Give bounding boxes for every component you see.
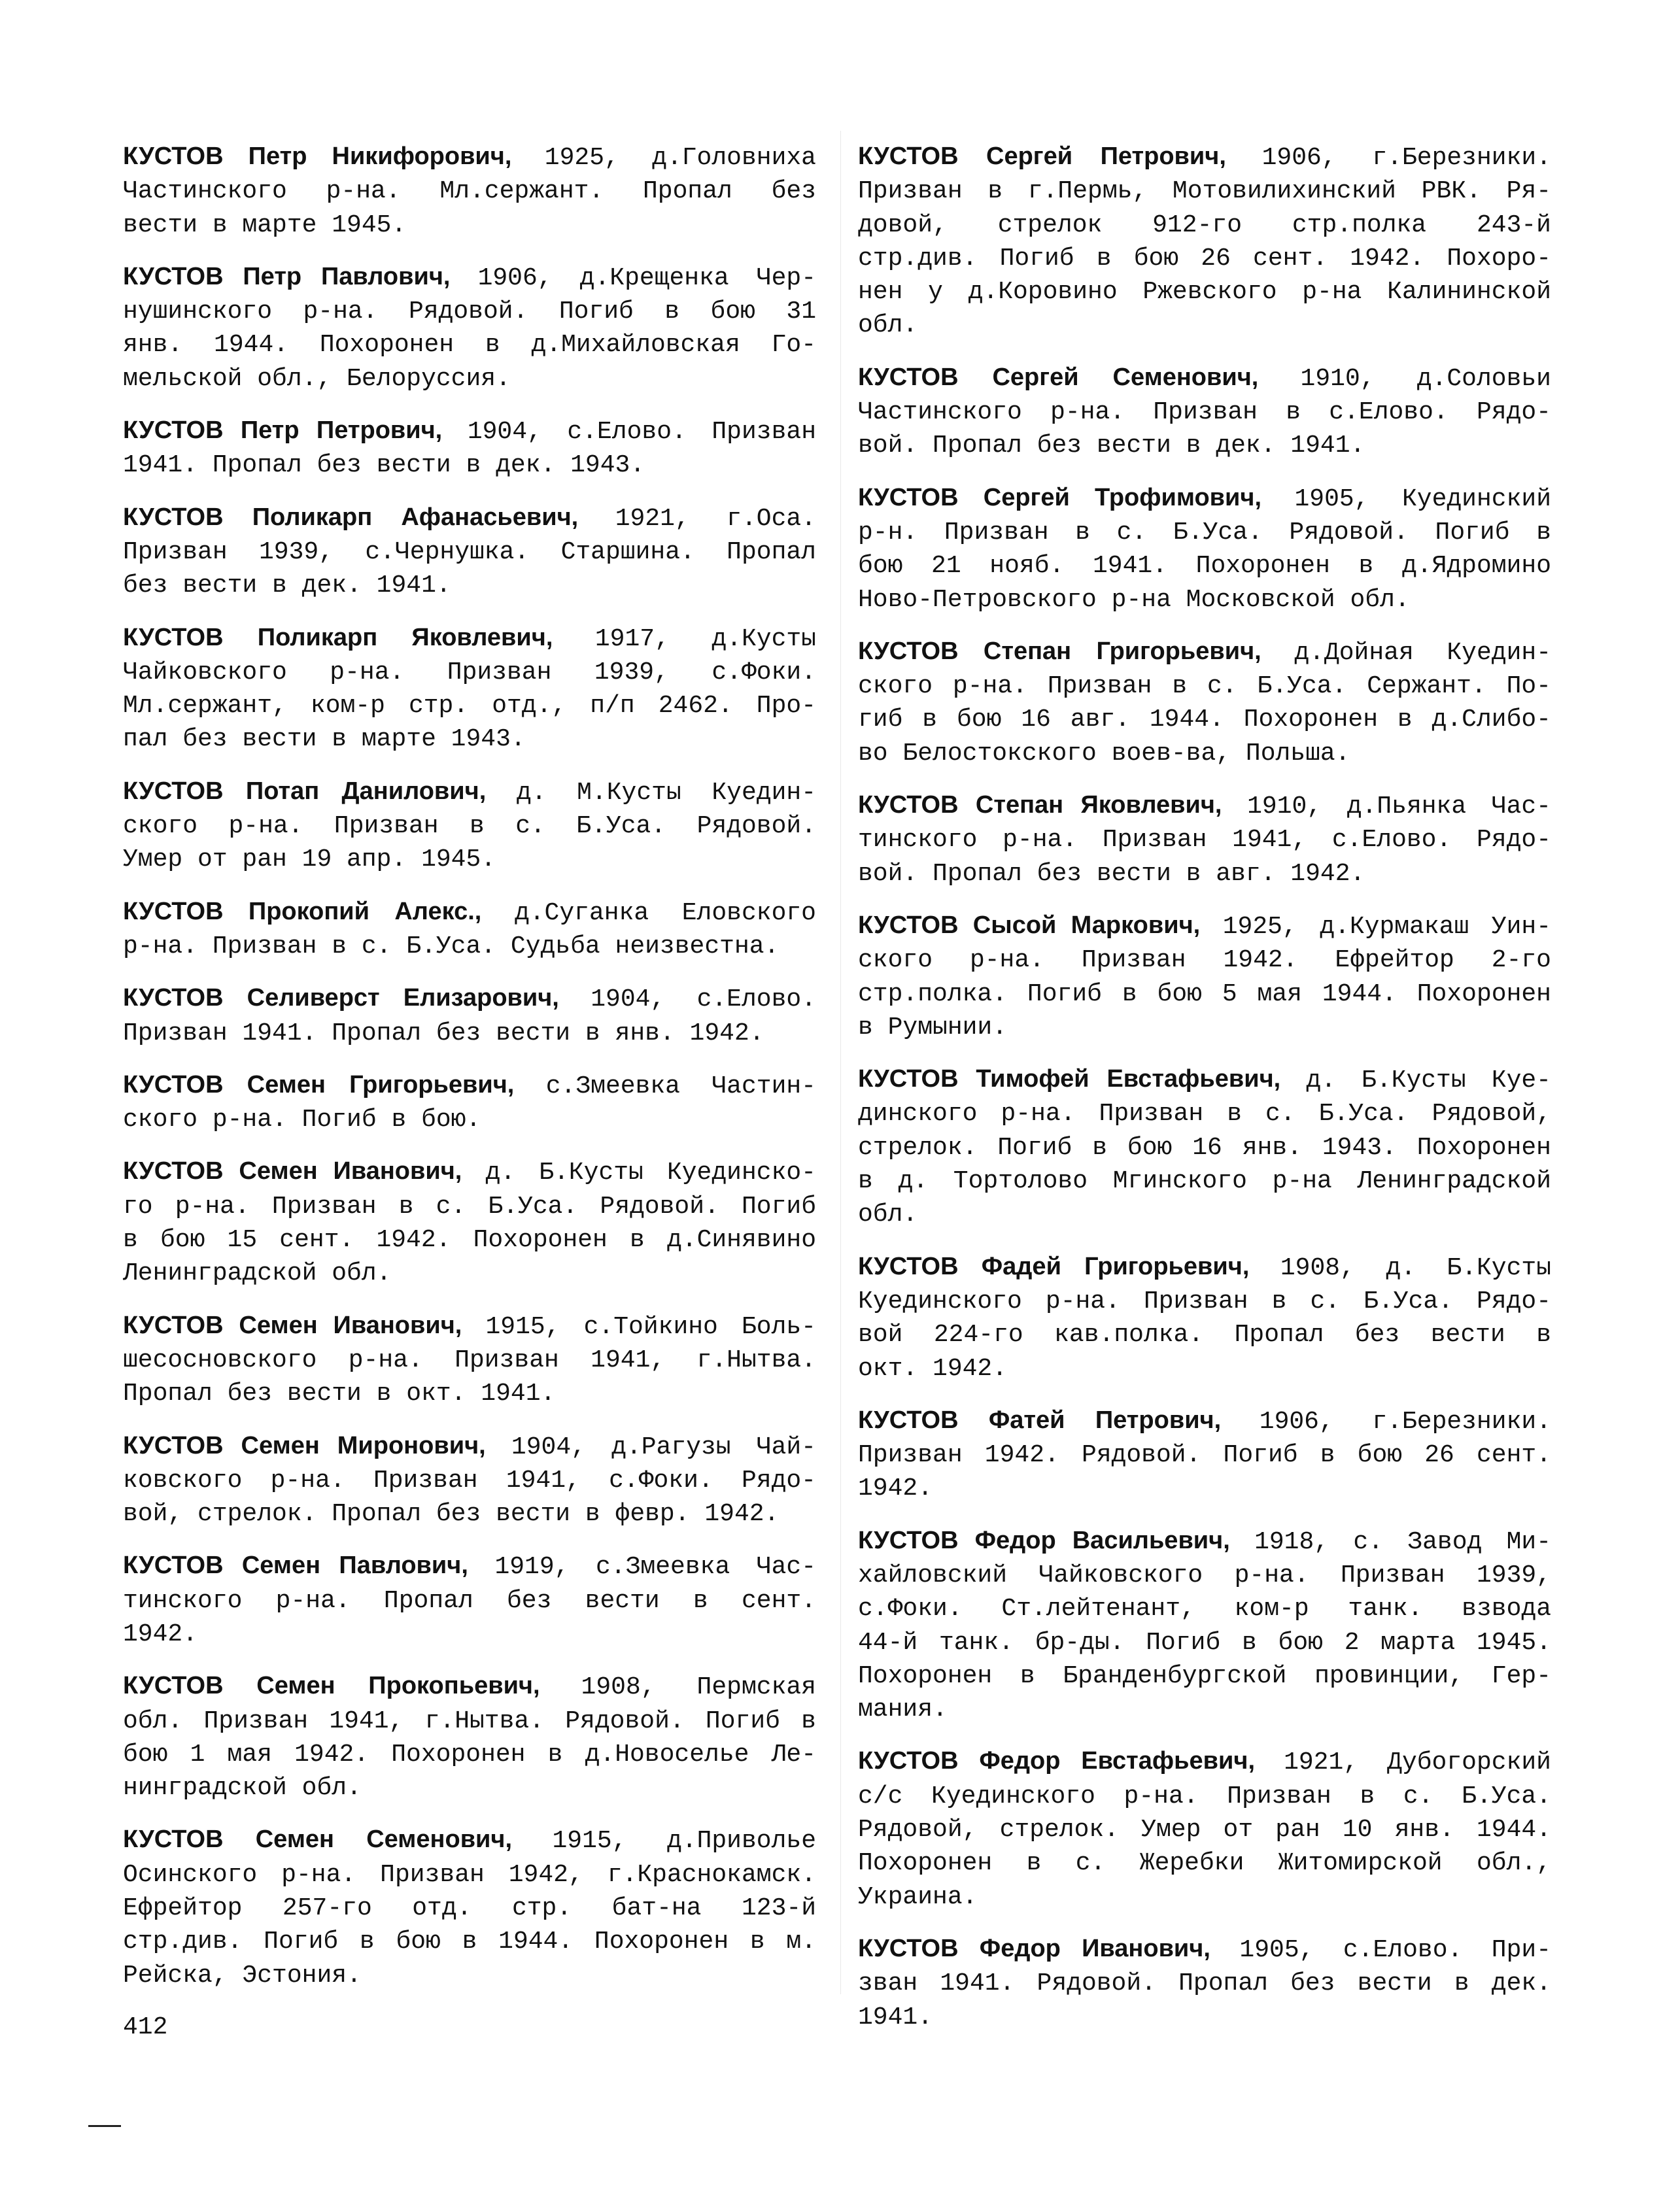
entry-line xyxy=(858,1472,1551,1505)
entry-line xyxy=(123,1705,816,1738)
entry-name: КУСТОВ Федор Иванович, xyxy=(858,1934,1210,1962)
biography-entry xyxy=(123,414,816,483)
entry-text: 1917, д.Кусты xyxy=(594,624,816,653)
entry-name: КУСТОВ Фатей Петрович, xyxy=(858,1406,1222,1434)
entry-text: пал без вести в марте 1943. xyxy=(123,725,526,754)
entry-text: го р-на. Призван в с. Б.Уса. Рядовой. Погиб xyxy=(123,1192,816,1221)
entry-name: КУСТОВ Семен Григорьевич, xyxy=(123,1070,515,1098)
entry-line xyxy=(858,1932,1551,1967)
biography-entry xyxy=(858,789,1551,891)
entry-text: 1904, д.Рагузы Чай- xyxy=(511,1433,816,1461)
entry-line xyxy=(123,1925,816,1958)
entry-text: 1918, с. Завод Ми- xyxy=(1254,1527,1551,1556)
entry-line xyxy=(123,895,816,930)
entry-name: КУСТОВ Петр Никифорович, xyxy=(123,143,512,170)
entry-line xyxy=(858,1880,1551,1914)
entry-name: КУСТОВ Степан Григорьевич, xyxy=(858,637,1261,665)
entry-line xyxy=(858,1318,1551,1352)
entry-text: хайловский Чайковского р-на. Призван 1939, xyxy=(858,1561,1551,1590)
entry-name: КУСТОВ Прокопий Алекс., xyxy=(123,897,482,925)
biography-entry xyxy=(858,635,1551,770)
entry-line xyxy=(123,1549,816,1584)
entry-line xyxy=(858,789,1551,823)
entry-text: Частинского р-на. Мл.сержант. Пропал без xyxy=(123,177,816,206)
biography-entry xyxy=(123,981,816,1050)
entry-line xyxy=(123,656,816,689)
entry-name: КУСТОВ Тимофей Евстафьевич, xyxy=(858,1065,1281,1093)
entry-name: КУСТОВ Сысой Маркович, xyxy=(858,911,1201,939)
biography-entry xyxy=(123,1823,816,1992)
entry-line xyxy=(858,1559,1551,1592)
entry-line xyxy=(123,1068,816,1103)
entry-line xyxy=(858,1011,1551,1044)
entry-line xyxy=(123,260,816,295)
entry-line xyxy=(123,209,816,242)
entry-text: нинградской обл. xyxy=(123,1774,362,1803)
entry-text: 1942. xyxy=(858,1474,933,1503)
entry-line xyxy=(858,481,1551,516)
entry-text: Призван в г.Пермь, Мотовилихинский РВК. Ря- xyxy=(858,177,1551,206)
entry-line xyxy=(858,670,1551,703)
entry-text: нушинского р-на. Рядовой. Погиб в бою 31 xyxy=(123,298,816,326)
entry-line xyxy=(123,1017,816,1050)
entry-text: ского р-на. Призван в с. Б.Уса. Сержант. По- xyxy=(858,672,1551,701)
left-column xyxy=(123,140,816,2044)
entry-line xyxy=(123,1190,816,1223)
entry-line xyxy=(123,1858,816,1892)
entry-text: 1910, д.Соловьи xyxy=(1300,364,1551,393)
entry-line xyxy=(858,361,1551,396)
entry-text: с.Фоки. Ст.лейтенант, ком-р танк. взвода xyxy=(858,1595,1551,1624)
entry-line xyxy=(123,1584,816,1618)
biography-entry xyxy=(858,1744,1551,1913)
entry-text: мельской обл., Белоруссия. xyxy=(123,364,511,393)
entry-line xyxy=(123,536,816,569)
entry-line xyxy=(858,823,1551,857)
entry-line xyxy=(858,209,1551,242)
entry-text: 1910, д.Пьянка Час- xyxy=(1247,792,1551,821)
entry-line xyxy=(858,1404,1551,1438)
entry-text: Рейска, Эстония. xyxy=(123,1961,362,1990)
entry-line xyxy=(858,396,1551,429)
entry-line xyxy=(858,1097,1551,1131)
entry-line xyxy=(123,140,816,175)
entry-text: окт. 1942. xyxy=(858,1354,1008,1383)
entry-line xyxy=(858,1165,1551,1198)
entry-text: Призван 1939, с.Чернушка. Старшина. Пропал xyxy=(123,537,816,566)
entry-line xyxy=(858,703,1551,736)
entry-line xyxy=(858,275,1551,309)
entry-line xyxy=(858,737,1551,770)
entry-line xyxy=(123,689,816,723)
entry-name: КУСТОВ Поликарп Афанасьевич, xyxy=(123,503,579,531)
entry-line xyxy=(123,414,816,449)
entry-line xyxy=(858,909,1551,944)
biography-entry xyxy=(123,775,816,877)
entry-name: КУСТОВ Поликарп Яковлевич, xyxy=(123,623,553,651)
entry-line xyxy=(123,981,816,1016)
entry-name: КУСТОВ Федор Евстафьевич, xyxy=(858,1747,1255,1775)
biography-entry xyxy=(123,260,816,396)
entry-line xyxy=(858,140,1551,175)
entry-text: гиб в бою 16 авг. 1944. Похоронен в д.Слибо- xyxy=(858,706,1551,734)
biography-entry xyxy=(123,140,816,242)
biography-entry xyxy=(858,1524,1551,1727)
entry-text: в бою 15 сент. 1942. Похоронен в д.Синявино xyxy=(123,1226,816,1255)
entry-text: во Белостокского воев-ва, Польша. xyxy=(858,739,1350,768)
entry-text: стрелок. Погиб в бою 16 янв. 1943. Похоронен xyxy=(858,1133,1551,1162)
entry-text: янв. 1944. Похоронен в д.Михайловская Го- xyxy=(123,331,816,360)
biography-entry xyxy=(123,1155,816,1290)
entry-line xyxy=(123,295,816,328)
entry-text: 1908, д. Б.Кусты xyxy=(1280,1253,1551,1282)
entry-text: вой. Пропал без вести в дек. 1941. xyxy=(858,432,1365,460)
entry-text: 1921, Дубогорский xyxy=(1284,1748,1551,1777)
entry-line xyxy=(123,1344,816,1377)
entry-line xyxy=(123,569,816,602)
entry-text: Похоронен в Бранденбургской провинции, Гер- xyxy=(858,1661,1551,1690)
biography-entry xyxy=(123,501,816,603)
entry-line xyxy=(123,1257,816,1290)
biography-entry xyxy=(123,895,816,964)
entry-text: 1942. xyxy=(123,1620,198,1648)
entry-text: с/с Куединского р-на. Призван в с. Б.Уса. xyxy=(858,1782,1551,1811)
entry-line xyxy=(123,1309,816,1344)
entry-line xyxy=(123,1892,816,1925)
entry-line xyxy=(858,1693,1551,1726)
entry-name: КУСТОВ Федор Васильевич, xyxy=(858,1526,1230,1554)
entry-text: 1915, д.Приволье xyxy=(552,1827,817,1856)
entry-text: 1915, с.Тойкино Боль- xyxy=(485,1312,816,1341)
entry-line xyxy=(858,2001,1551,2034)
entry-line xyxy=(858,1438,1551,1472)
entry-text: в Румынии. xyxy=(858,1013,1008,1042)
entry-text: 1925, д.Курмакаш Уин- xyxy=(1222,912,1551,941)
entry-line xyxy=(858,978,1551,1011)
entry-text: 1925, д.Головниха xyxy=(544,144,816,172)
entry-text: зван 1941. Рядовой. Пропал без вести в дек. xyxy=(858,1969,1551,1998)
entry-text: Ленинградской обл. xyxy=(123,1259,392,1288)
entry-text: Рядовой, стрелок. Умер от ран 10 янв. 1944. xyxy=(858,1816,1551,1845)
entry-line xyxy=(123,501,816,536)
entry-line xyxy=(123,1429,816,1464)
entry-name: КУСТОВ Селиверст Елизарович, xyxy=(123,984,559,1012)
entry-line xyxy=(858,429,1551,462)
entry-text: 1905, с.Елово. При- xyxy=(1239,1935,1552,1964)
biography-entry xyxy=(858,1063,1551,1231)
biography-entry xyxy=(123,1549,816,1651)
entry-text: 1906, г.Березники. xyxy=(1259,1407,1551,1436)
column-divider xyxy=(840,131,841,1994)
footer-dash xyxy=(88,2125,121,2127)
entry-line xyxy=(123,1823,816,1858)
entry-name: КУСТОВ Семен Павлович, xyxy=(123,1552,468,1580)
entry-text: обл. xyxy=(858,1200,918,1229)
entry-line xyxy=(858,1846,1551,1880)
entry-line xyxy=(858,309,1551,342)
entry-text: в д. Тортолово Мгинского р-на Ленинградской xyxy=(858,1167,1551,1196)
entry-text: бою 21 нояб. 1941. Похоронен в д.Ядромино xyxy=(858,552,1551,581)
entry-text: без вести в дек. 1941. xyxy=(123,571,451,600)
entry-line xyxy=(858,1780,1551,1813)
entry-line xyxy=(123,775,816,809)
biography-entry xyxy=(123,1309,816,1411)
entry-text: Похоронен в с. Жеребки Житомирской обл., xyxy=(858,1849,1551,1878)
entry-name: КУСТОВ Семен Миронович, xyxy=(123,1431,486,1459)
entry-text: 1921, г.Оса. xyxy=(615,504,816,533)
entry-text: 1904, с.Елово. xyxy=(591,985,816,1014)
entry-text: ского р-на. Призван в с. Б.Уса. Рядовой. xyxy=(123,812,816,841)
entry-name: КУСТОВ Сергей Семенович, xyxy=(858,363,1259,391)
entry-text: р-на. Призван в с. Б.Уса. Судьба неизвестна. xyxy=(123,932,780,961)
entry-text: 1908, Пермская xyxy=(581,1673,816,1702)
entry-line xyxy=(123,1464,816,1497)
entry-line xyxy=(123,1155,816,1189)
entry-line xyxy=(123,449,816,482)
entry-text: д. М.Кусты Куедин- xyxy=(516,778,817,807)
entry-text: д. Б.Кусты Куе- xyxy=(1306,1066,1551,1095)
entry-line xyxy=(123,843,816,876)
entry-line xyxy=(123,1223,816,1257)
entry-line xyxy=(858,1285,1551,1318)
entry-line xyxy=(858,1744,1551,1779)
entry-text: нен у д.Коровино Ржевского р-на Калининской xyxy=(858,278,1551,307)
entry-line xyxy=(123,930,816,963)
entry-line xyxy=(858,944,1551,977)
entry-text: 1906, д.Крещенка Чер- xyxy=(477,264,817,292)
entry-text: ковского р-на. Призван 1941, с.Фоки. Рядо- xyxy=(123,1466,816,1495)
entry-text: д.Суганка Еловского xyxy=(514,898,816,927)
entry-text: 1904, с.Елово. Призван xyxy=(467,418,816,447)
entry-text: Умер от ран 19 апр. 1945. xyxy=(123,845,496,874)
entry-name: КУСТОВ Семен Семенович, xyxy=(123,1826,513,1854)
entry-text: динского р-на. Призван в с. Б.Уса. Рядовой, xyxy=(858,1100,1551,1129)
entry-line xyxy=(858,1967,1551,2000)
entry-line xyxy=(123,328,816,362)
entry-text: стр.див. Погиб в бою в 1944. Похоронен в м. xyxy=(123,1928,816,1956)
entry-text: стр.полка. Погиб в бою 5 мая 1944. Похоронен xyxy=(858,979,1551,1008)
entry-line xyxy=(123,1669,816,1704)
entry-line xyxy=(858,1198,1551,1231)
entry-name: КУСТОВ Степан Яковлевич, xyxy=(858,791,1222,819)
entry-text: Куединского р-на. Призван в с. Б.Уса. Рядо- xyxy=(858,1287,1551,1316)
entry-text: Частинского р-на. Призван в с.Елово. Рядо- xyxy=(858,398,1551,427)
entry-line xyxy=(123,1497,816,1531)
entry-text: Призван 1942. Рядовой. Погиб в бою 26 сент. xyxy=(858,1441,1551,1470)
entry-text: довой, стрелок 912-го стр.полка 243-й xyxy=(858,211,1551,239)
entry-line xyxy=(858,242,1551,275)
entry-name: КУСТОВ Петр Павлович, xyxy=(123,262,451,290)
biography-entry xyxy=(858,481,1551,617)
entry-line xyxy=(123,621,816,656)
biography-entry xyxy=(123,621,816,757)
entry-name: КУСТОВ Семен Прокопьевич, xyxy=(123,1672,540,1700)
entry-line xyxy=(858,1131,1551,1165)
entry-line xyxy=(858,1813,1551,1846)
entry-name: КУСТОВ Фадей Григорьевич, xyxy=(858,1252,1250,1280)
entry-text: с.Змеевка Частин- xyxy=(545,1072,816,1100)
entry-line xyxy=(858,1524,1551,1559)
entry-text: Призван 1941. Пропал без вести в янв. 1942. xyxy=(123,1019,764,1047)
entry-name: КУСТОВ Сергей Трофимович, xyxy=(858,483,1262,511)
biography-entry xyxy=(858,140,1551,343)
entry-text: 1941. xyxy=(858,2003,933,2032)
entry-text: 1941. Пропал без вести в дек. 1943. xyxy=(123,451,645,480)
entry-line xyxy=(123,1771,816,1805)
biography-entry xyxy=(858,1250,1551,1386)
entry-line xyxy=(123,362,816,396)
entry-text: 1905, Куединский xyxy=(1294,485,1551,513)
entry-text: тинского р-на. Пропал без вести в сент. xyxy=(123,1586,816,1615)
entry-text: вести в марте 1945. xyxy=(123,211,407,239)
entry-text: обл. Призван 1941, г.Нытва. Рядовой. Погиб в xyxy=(123,1707,816,1735)
entry-name: КУСТОВ Потап Данилович, xyxy=(123,777,487,805)
entry-text: ского р-на. Призван 1942. Ефрейтор 2-го xyxy=(858,946,1551,975)
entry-line xyxy=(123,1959,816,1992)
entry-line xyxy=(858,1250,1551,1285)
entry-line xyxy=(858,1352,1551,1386)
biography-entry xyxy=(123,1429,816,1531)
entry-text: ского р-на. Погиб в бою. xyxy=(123,1106,481,1134)
entry-text: Пропал без вести в окт. 1941. xyxy=(123,1380,556,1408)
entry-text: Осинского р-на. Призван 1942, г.Краснокамск. xyxy=(123,1860,816,1889)
entry-line xyxy=(123,1738,816,1771)
entry-line xyxy=(858,1592,1551,1625)
biography-entry xyxy=(123,1669,816,1805)
entry-line xyxy=(858,1626,1551,1659)
entry-line xyxy=(858,175,1551,208)
entry-name: КУСТОВ Петр Петрович, xyxy=(123,417,443,445)
entry-name: КУСТОВ Семен Иванович, xyxy=(123,1157,462,1185)
entry-text: бою 1 мая 1942. Похоронен в д.Новоселье Ле- xyxy=(123,1740,816,1769)
entry-text: 44-й танк. бр-ды. Погиб в бою 2 марта 1945. xyxy=(858,1628,1551,1657)
entry-text: стр.див. Погиб в бою 26 сент. 1942. Похоро- xyxy=(858,244,1551,273)
entry-line xyxy=(123,1618,816,1651)
entry-text: Ново-Петровского р-на Московской обл. xyxy=(858,585,1410,614)
entry-line xyxy=(858,516,1551,549)
entry-line xyxy=(123,1377,816,1410)
entry-text: Мл.сержант, ком-р стр. отд., п/п 2462. Про- xyxy=(123,692,816,721)
entry-text: 1906, г.Березники. xyxy=(1261,144,1551,172)
entry-text: р-н. Призван в с. Б.Уса. Рядовой. Погиб в xyxy=(858,518,1551,547)
entry-line xyxy=(858,1063,1551,1097)
entry-line xyxy=(858,549,1551,583)
entry-text: вой 224-го кав.полка. Пропал без вести в xyxy=(858,1321,1551,1350)
entry-line xyxy=(123,809,816,843)
entry-text: тинского р-на. Призван 1941, с.Елово. Рядо- xyxy=(858,826,1551,855)
biography-entry xyxy=(858,361,1551,463)
entry-line xyxy=(858,583,1551,617)
entry-text: вой, стрелок. Пропал без вести в февр. 1942. xyxy=(123,1500,780,1529)
biography-entry xyxy=(123,1068,816,1137)
entry-text: Чайковского р-на. Призван 1939, с.Фоки. xyxy=(123,658,816,687)
entry-line xyxy=(858,635,1551,670)
entry-text: обл. xyxy=(858,311,918,340)
entry-line xyxy=(858,857,1551,891)
entry-text: Украина. xyxy=(858,1882,978,1911)
entry-text: шесосновского р-на. Призван 1941, г.Нытва. xyxy=(123,1346,816,1374)
entry-text: мания. xyxy=(858,1695,948,1724)
entry-line xyxy=(123,1103,816,1136)
biography-entry xyxy=(858,1932,1551,2034)
entry-line xyxy=(123,723,816,756)
entry-name: КУСТОВ Семен Иванович, xyxy=(123,1311,462,1339)
entry-text: Ефрейтор 257-го отд. стр. бат-на 123-й xyxy=(123,1894,816,1923)
entry-name: КУСТОВ Сергей Петрович, xyxy=(858,143,1226,170)
biography-entry xyxy=(858,1404,1551,1506)
entry-text: д. Б.Кусты Куединско- xyxy=(485,1159,816,1187)
entry-text: вой. Пропал без вести в авг. 1942. xyxy=(858,859,1365,888)
entry-line xyxy=(123,175,816,208)
page-number: 412 xyxy=(123,2013,168,2041)
entry-text: д.Дойная Куедин- xyxy=(1294,638,1551,667)
biography-entry xyxy=(858,909,1551,1044)
entry-line xyxy=(858,1659,1551,1693)
entry-text: 1919, с.Змеевка Час- xyxy=(494,1553,816,1582)
right-column xyxy=(858,140,1551,2052)
